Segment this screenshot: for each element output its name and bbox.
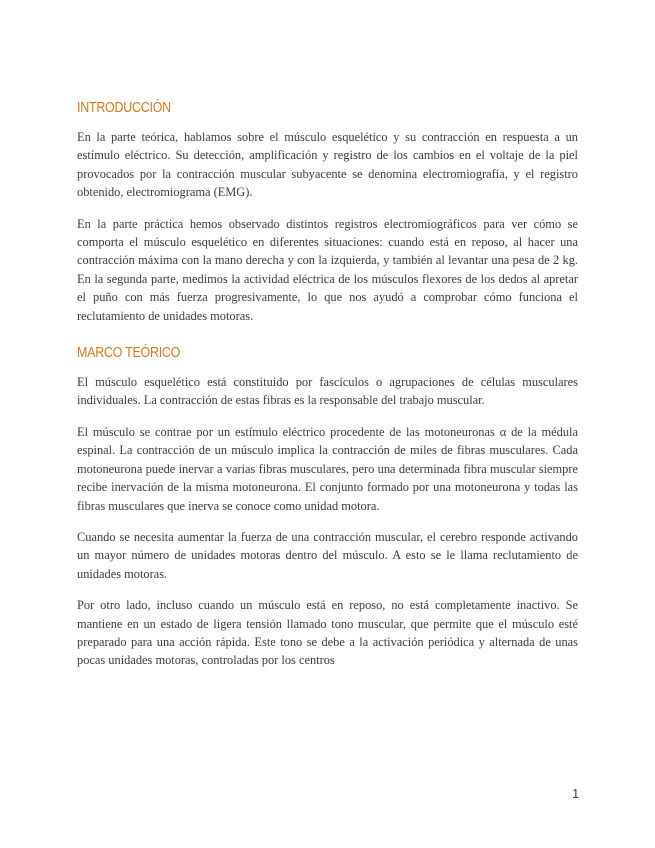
paragraph: Cuando se necesita aumentar la fuerza de una contracción muscular, el cerebro responde activando un mayor número de unidades motoras dentro del músculo. A esto se le llama reclutamiento de unidades motoras. — [77, 529, 578, 581]
paragraph: En la parte teórica, hablamos sobre el músculo esquelético y su contracción en respuesta a un estímulo eléctrico. Su detección, amplificación y registro de los cambios en el voltaje de la piel provocados por la contracción muscular subyacente se denomina electromiografía, y el registro obtenido, electromiograma (EMG). — [77, 130, 578, 200]
paragraph: El músculo esquelético está constituido por fascículos o agrupaciones de células musculares individuales. La contracción de estas fibras es la responsable del trabajo muscular. — [77, 375, 578, 408]
paragraph: El músculo se contrae por un estímulo eléctrico procedente de las motoneuronas α de la médula espinal. La contracción de un músculo implica la contracción de miles de fibras musculares. Cada motoneurona puede inervar a varias fibras musculares, pero una determinada fibra muscular siempre recibe inervación de la misma motoneurona. El conjunto formado por una motoneurona y todas las fibras musculares que inerva se conoce como unidad motora. — [77, 424, 578, 513]
section-heading-introduccion: INTRODUCCIÓN — [77, 100, 171, 116]
page-content — [77, 100, 578, 683]
paragraph: En la parte práctica hemos observado distintos registros electromiográficos para ver cómo se comporta el músculo esquelético en diferentes situaciones: cuando está en reposo, al hacer una contracción máxima con la mano derecha y con la izquierda, y también al levantar una pesa de 2 kg. En la segunda parte, medimos la actividad eléctrica de los músculos flexores de los dedos al apretar el puño con más fuerza progresivamente, lo que nos ayudó a comprobar cómo funciona el reclutamiento de unidades motoras. — [77, 216, 578, 323]
page-number: 1 — [572, 786, 580, 801]
section-heading-marco-teorico: MARCO TEÓRICO — [77, 345, 181, 362]
paragraph: Por otro lado, incluso cuando un músculo está en reposo, no está completamente inactivo. Se mantiene en un estado de ligera tensión llamado tono muscular, que permite que el músculo esté preparado para una acción rápida. Este tono se debe a la activación periódica y alternada de unas pocas unidades motoras, controladas por los centros — [77, 598, 578, 668]
